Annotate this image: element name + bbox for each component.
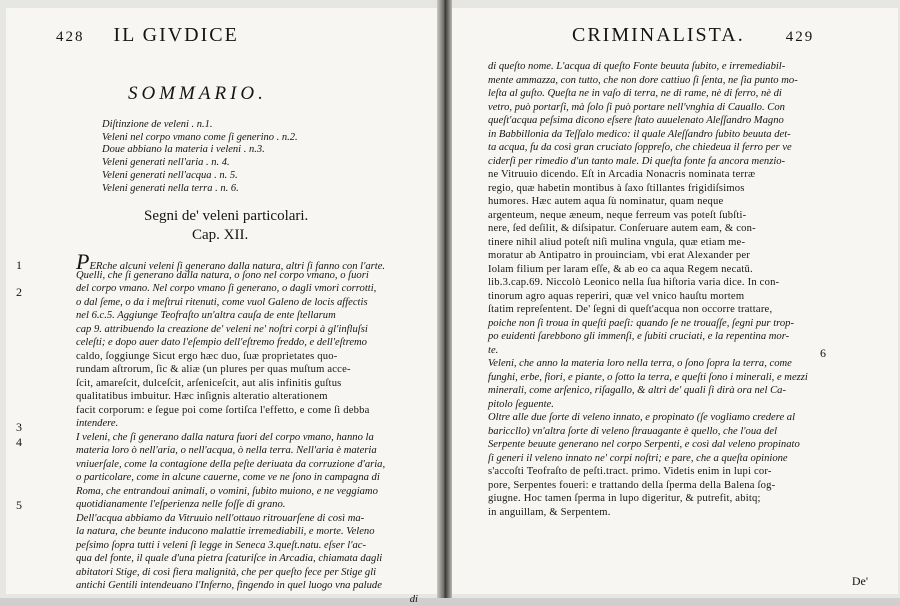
text-line: poiche non ſi troua in queſti paeſi: quando ſe ne trouaſſe, ſegni pur trop- (488, 317, 814, 331)
text-line: in anguillam, & Serpentem. (488, 506, 814, 520)
text-line: Veleni, che anno la materia loro nella terra, o ſono ſopra la terra, come (488, 357, 814, 371)
text-line: in Babbillonia da Teſſalo medico: il quale Aleſſandro ſubito beuuta det- (488, 128, 814, 142)
text-line: bariccllo) vn'altra ſorte di veleno ſtrauagante è quello, che l'oua del (488, 425, 814, 439)
text-line: queſt'acqua peſsima dicono eſsere ſtato auuelenato Aleſſandro Magno (488, 114, 814, 128)
text-line: ERche alcuni veleni ſi generano dalla natura, altri ſi fanno con l'arte. (89, 261, 385, 272)
text-line: intendere. (76, 417, 428, 431)
text-line: nere, ſed deſilit, & diſsipatur. Conſeruare autem eam, & con- (488, 222, 814, 236)
text-line: funghi, erbe, fiori, e piante, o ſotto la terra, e queſti ſono i minerali, e mezzi (488, 371, 814, 385)
left-body-text (76, 255, 428, 606)
margin-number: 5 (16, 498, 22, 513)
summary-item: Diſtinzione de veleni . n.1. (102, 119, 298, 132)
text-line: ta acqua, fu da così gran cruciato ſoppreſo, che chiedeua il ferro per ve (488, 141, 814, 155)
margin-number: 4 (16, 435, 22, 450)
text-line: o particolare, come in alcune cauerne, come ve ne ſono in campagna di (76, 471, 428, 485)
text-line: abitatori Stige, di così fiera malignità, che per queſto fece per Stige gli (76, 566, 428, 580)
text-line: Serpente beuute generano nel corpo Serpenti, e così dal veleno propinato (488, 438, 814, 452)
text-line: ſcit, amareſcit, dulceſcit, arſeniceſcit, aut alis infinitis guſtus (76, 377, 428, 391)
text-line: s'accoſti Teofraſto de peſti.tract. primo. Videtis enim in lupi cor- (488, 465, 814, 479)
text-line: cap 9. attribuendo la creazione de' veleni ne' noſtri corpi à gl'influſsi (76, 323, 428, 337)
margin-number: 6 (820, 346, 826, 361)
text-line: lib.3.cap.69. Niccolò Leonico nella ſua hiſtoria varia dice. In con- (488, 276, 814, 290)
left-page (6, 8, 437, 594)
text-line: facit corporum: e ſegue poi come ſortiſca l'effetto, e come ſi debba (76, 404, 428, 418)
text-line: tinere nihil aliud poteſt niſi mulina vngula, quæ etiam me- (488, 236, 814, 250)
summary-list (102, 119, 298, 195)
text-line: te. (488, 344, 814, 358)
text-line: giugne. Hoc tamen ſperma in lupo digeritur, & putrefit, abitq; (488, 492, 814, 506)
text-line: o dal ſeme, o da i meſtrui ritenuti, come vuol Galeno de locis affectis (76, 296, 428, 310)
text-line: vniuerſale, come la contagione della peſte deriuata da corruzione d'aria, (76, 458, 428, 472)
right-running-header (572, 24, 814, 47)
catchword-left: di (76, 593, 428, 606)
text-line: ſtatim repreſentent. De' ſegni di queſt'acqua non occorre trattare, (488, 303, 814, 317)
text-line: humores. Hæc autem aqua ſù nominatur, quam neque (488, 195, 814, 209)
right-running-head: CRIMINALISTA. (572, 24, 745, 46)
text-line: mente ammazza, con tutto, che non dore cattiuo ſi ſenta, ne ſia punto mo- (488, 74, 814, 88)
text-line: Dell'acqua abbiamo da Vitruuio nell'ottauo ritrouarſene di così ma- (76, 512, 428, 526)
text-line: Quelli, che ſi generano dalla natura, o ſono nel corpo vmano, o ſuori (76, 269, 428, 283)
text-line: argenteum, neque æneum, neque ferreum vas poteſt ſubſti- (488, 209, 814, 223)
text-line: qua del fonte, il quale d'una pietra ſcaturiſce in Arcadia, chiamata dagli (76, 552, 428, 566)
text-line: Iolam filium per laram eſſe, & ab eo ca aqua Regem necatū. (488, 263, 814, 277)
left-page-number: 428 (56, 29, 85, 45)
text-line: regio, quæ habetin montibus à ſaxo ſtillantes frigidiſsimos (488, 182, 814, 196)
book-gutter (437, 0, 452, 598)
text-line: celeſti; e dopo auer dato l'eſempio dell'eſtremo freddo, e dell'eſtremo (76, 336, 428, 350)
text-line: tinorum agro aquas reperiri, quæ vel vnico hauſtu mortem (488, 290, 814, 304)
catchword: De' (852, 574, 868, 589)
text-line: di queſto nome. L'acqua di queſto Fonte beuuta ſubito, e irremediabil- (488, 60, 814, 74)
text-line: la natura, che beunte inducono malattie irremediabili, e morte. Veleno (76, 525, 428, 539)
text-line: ne Vitruuio dicendo. Eſt in Arcadia Nonacris nominata terræ (488, 168, 814, 182)
text-line: I veleni, che ſi generano dalla natura fuori del corpo vmano, hanno la (76, 431, 428, 445)
drop-cap: P (76, 249, 89, 274)
chapter-heading: Segni de' veleni particolari. (144, 208, 308, 225)
text-line: peſsimo ſopra tutti i veleni ſi legge in Seneca 3.queſt.natu. eſser l'ac- (76, 539, 428, 553)
text-line: del corpo vmano. Nel corpo vmano ſi generano, o dagli vmori corrotti, (76, 282, 428, 296)
right-page (452, 8, 898, 594)
text-line: Oltre alle due ſorte di veleno innato, e propinato (ſe vogliamo credere al (488, 411, 814, 425)
left-running-header (56, 24, 239, 47)
text-line: leſta al guſto. Queſta ne in vaſo di terra, ne di rame, nè di ferro, nè di (488, 87, 814, 101)
text-line: qualitatibus imbuitur. Hæc inſignis alteratio alterationem (76, 390, 428, 404)
summary-item: Veleni nel corpo vmano come ſi generino . n.2. (102, 132, 298, 145)
right-page-number: 429 (786, 29, 815, 45)
margin-number: 2 (16, 285, 22, 300)
text-line: antichi Gentili intendeuano l'Inferno, fingendo in quel luogo vna palude (76, 579, 428, 593)
left-running-head: IL GIVDICE (114, 24, 239, 46)
text-line: ſi generi il veleno innato ne' corpi noſtri; e pare, che a queſta opinione (488, 452, 814, 466)
text-line: minerali, come arſenico, riſagallo, & altri de' quali ſi dirà ora nel Ca- (488, 384, 814, 398)
summary-item: Veleni generati nell'acqua . n. 5. (102, 170, 298, 183)
right-body-text (488, 60, 814, 519)
text-line: pore, Serpentes foueri: e trattando della ſperma della Balena ſog- (488, 479, 814, 493)
text-line: rundam aſtrorum, ſic & aliæ (un plures per quas muſtum acce- (76, 363, 428, 377)
chapter-number: Cap. XII. (192, 227, 248, 244)
summary-item: Doue abbiano la materia i veleni . n.3. (102, 144, 298, 157)
text-line: po euidenti ſarebbono gli immenſi, e ſubiti cruciati, e la repentina mor- (488, 330, 814, 344)
text-line: quotidianamente l'eſperienza nelle foſſe di grano. (76, 498, 428, 512)
margin-number: 3 (16, 420, 22, 435)
text-line: nel 6.c.5. Aggiunge Teofraſto un'altra cauſa de ente ſtellarum (76, 309, 428, 323)
text-line: materia loro ò nell'aria, o nell'acqua, ò nella terra. Nell'aria è materia (76, 444, 428, 458)
text-line: Roma, che entrandoui animali, o vomini, ſubito muiono, e ne veggiamo (76, 485, 428, 499)
text-line: moratur ab Antipatro in prouinciam, vbi erat Alexander per (488, 249, 814, 263)
margin-number: 1 (16, 258, 22, 273)
text-line: vetro, può portarſi, mà ſolo ſi può portare nell'vnghia di Cauallo. Con (488, 101, 814, 115)
text-line: pitolo ſeguente. (488, 398, 814, 412)
text-line: ciderſi per rimedio d'un tanto male. Di queſta fonte fa ancora menzio- (488, 155, 814, 169)
summary-item: Veleni generati nell'aria . n. 4. (102, 157, 298, 170)
summary-item: Veleni generati nella terra . n. 6. (102, 183, 298, 196)
summary-title: SOMMARIO. (128, 83, 267, 105)
text-line: caldo, ſoggiunge Sicut ergo hæc duo, ſuæ proprietates quo- (76, 350, 428, 364)
